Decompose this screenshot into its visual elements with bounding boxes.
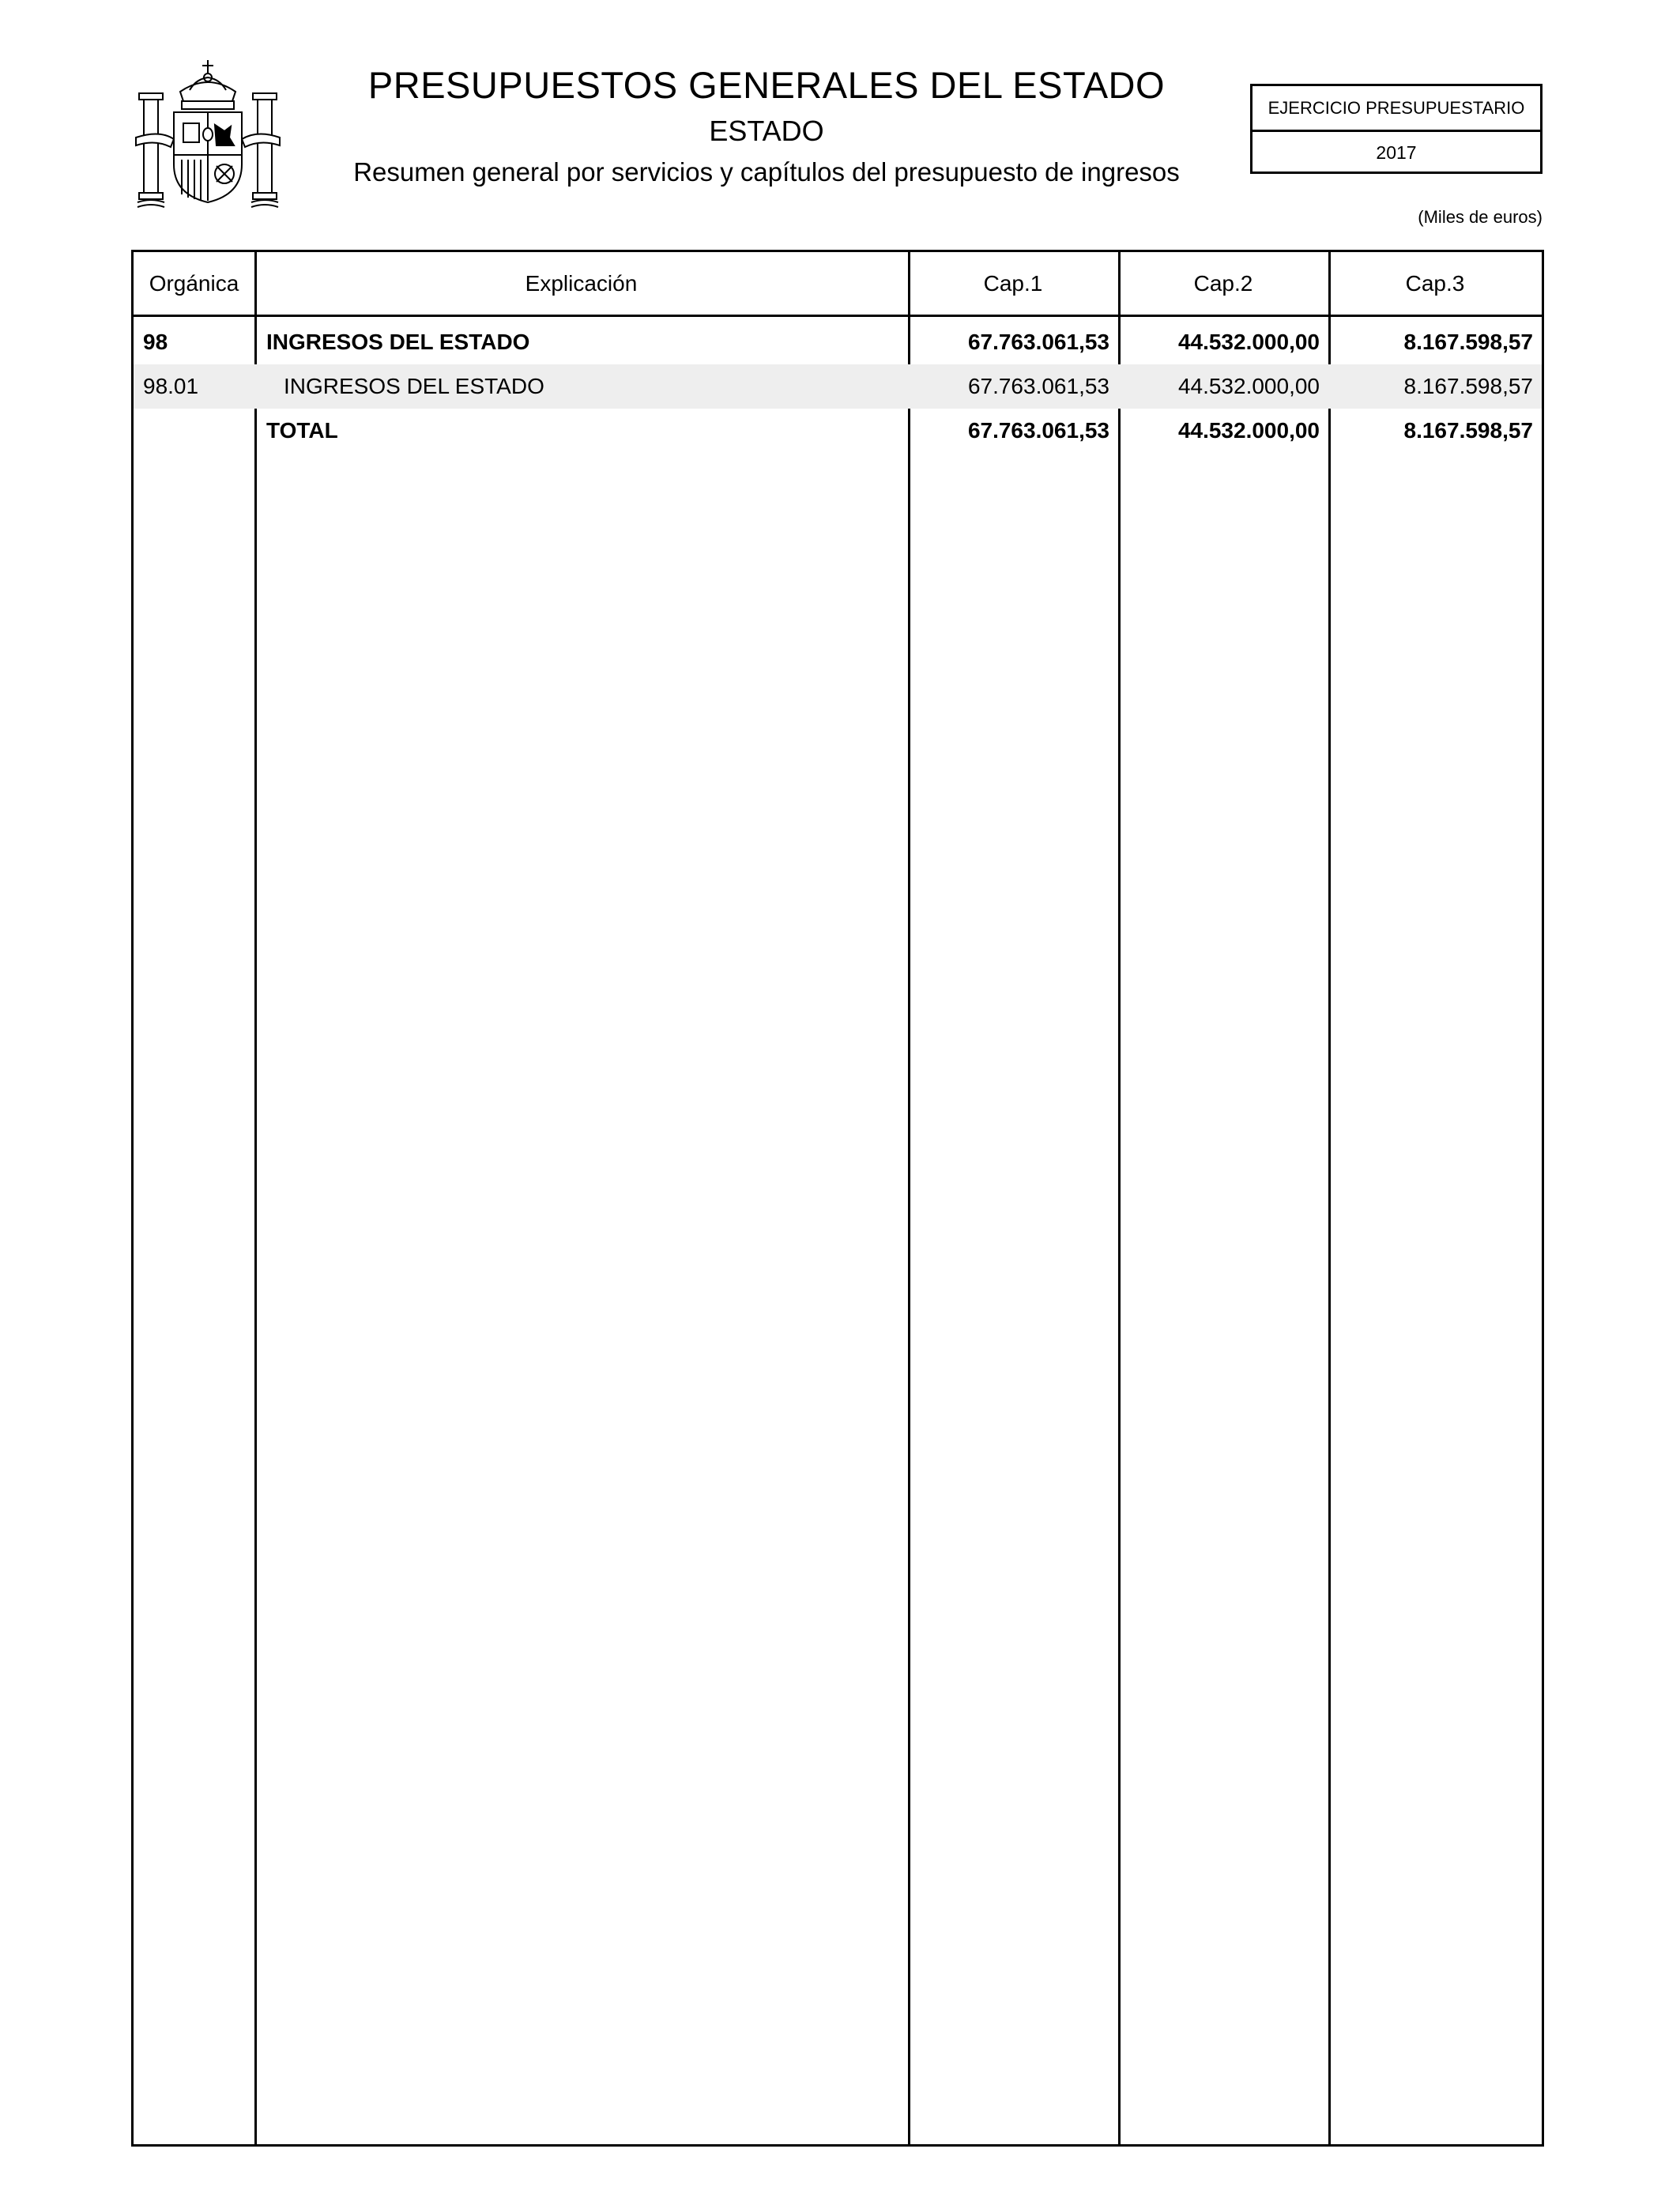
column-divider xyxy=(254,252,257,2144)
row-explicacion: INGRESOS DEL ESTADO xyxy=(266,330,530,354)
table-row xyxy=(134,320,1542,364)
page-subtitle: ESTADO xyxy=(709,115,824,147)
col-header-cap2: Cap.2 xyxy=(1193,270,1253,296)
budget-table xyxy=(131,250,1544,2147)
page-description: Resumen general por servicios y capítulos del presupuesto de ingresos xyxy=(353,157,1180,187)
row-cap2: 44.532.000,00 xyxy=(1177,374,1320,398)
header xyxy=(324,63,1209,188)
row-cap1: 67.763.061,53 xyxy=(967,418,1109,443)
units-note: (Miles de euros) xyxy=(1418,207,1543,227)
ejercicio-label: EJERCICIO PRESUPUESTARIO xyxy=(1252,86,1540,132)
column-divider xyxy=(1118,252,1121,2144)
col-header-cap3: Cap.3 xyxy=(1405,270,1465,296)
ejercicio-box xyxy=(1250,84,1543,174)
page-title: PRESUPUESTOS GENERALES DEL ESTADO xyxy=(367,64,1166,106)
ejercicio-year: 2017 xyxy=(1376,142,1417,163)
row-cap2: 44.532.000,00 xyxy=(1177,330,1320,354)
row-cap3: 8.167.598,57 xyxy=(1403,330,1533,354)
row-explicacion: TOTAL xyxy=(266,418,338,443)
column-divider xyxy=(1328,252,1331,2144)
col-header-explicacion: Explicación xyxy=(525,270,638,296)
row-explicacion: INGRESOS DEL ESTADO xyxy=(284,374,544,398)
column-divider xyxy=(908,252,910,2144)
row-cap1: 67.763.061,53 xyxy=(967,374,1109,398)
header-divider xyxy=(134,315,1542,317)
row-cap2: 44.532.000,00 xyxy=(1177,418,1320,443)
table-row xyxy=(134,364,1542,409)
col-header-cap1: Cap.1 xyxy=(983,270,1043,296)
row-organica: 98.01 xyxy=(143,374,199,398)
table-row-total xyxy=(134,409,1542,453)
row-organica xyxy=(143,409,254,453)
spain-coat-of-arms-icon xyxy=(133,52,283,210)
col-header-organica: Orgánica xyxy=(149,270,239,296)
row-cap1: 67.763.061,53 xyxy=(967,330,1109,354)
row-organica: 98 xyxy=(143,330,168,354)
row-cap3: 8.167.598,57 xyxy=(1403,374,1533,398)
row-cap3: 8.167.598,57 xyxy=(1403,418,1533,443)
